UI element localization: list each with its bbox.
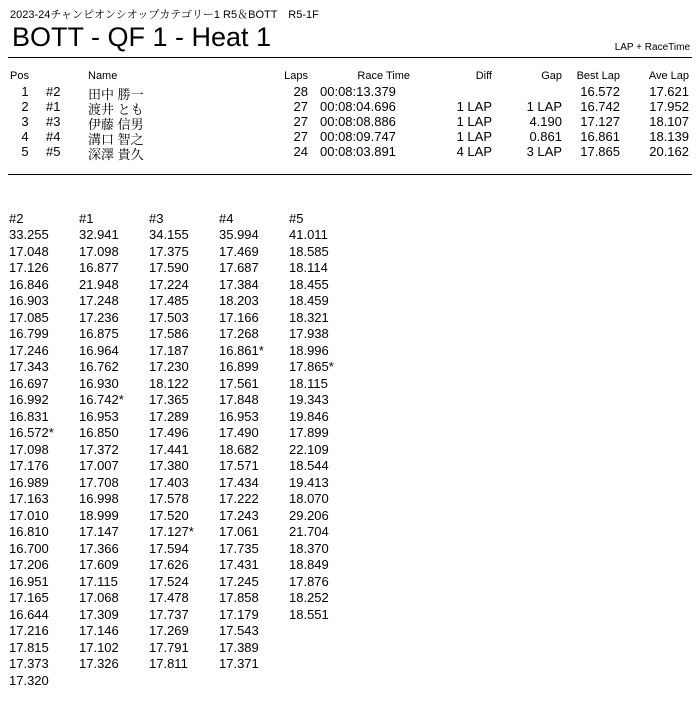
lap-time: 17.366 — [79, 540, 119, 556]
lap-time: 17.441 — [149, 441, 189, 457]
ave-lap-cell: 17.621 — [649, 84, 689, 99]
lap-time: 17.876 — [289, 573, 329, 589]
lap-time: 16.877 — [79, 260, 119, 275]
lap-time: 17.626 — [149, 557, 189, 572]
lap-time: 17.571 — [219, 458, 259, 473]
lap-time: 17.735 — [219, 540, 259, 556]
table-row — [10, 129, 690, 147]
diff-cell: 4 LAP — [456, 144, 492, 159]
car-number-cell: #2 — [46, 84, 61, 99]
lap-time: 17.102 — [79, 639, 119, 655]
lap-time: 17.085 — [9, 309, 49, 325]
best-lap-cell: 16.861 — [580, 129, 620, 144]
lap-time: 17.098 — [9, 441, 49, 457]
diff-cell: 1 LAP — [456, 129, 492, 144]
lap-time: 17.578 — [149, 491, 189, 506]
lap-time: 17.048 — [9, 243, 49, 259]
lap-time: 17.216 — [9, 623, 49, 638]
col-gap-header: Gap — [541, 70, 562, 82]
header-divider — [8, 57, 692, 58]
lap-column — [149, 211, 219, 673]
lap-time: 18.070 — [289, 491, 329, 506]
lap-time: 17.848 — [219, 392, 259, 407]
diff-cell: 1 LAP — [456, 99, 492, 114]
event-subtitle: 2023-24チャンピオンシオップカテゴリー1 R5＆BOTT R5-1F — [10, 9, 319, 21]
lap-time: 17.165 — [9, 590, 49, 605]
lap-time: 17.269 — [149, 623, 189, 638]
col-avelap-header: Ave Lap — [648, 70, 689, 82]
lap-time: 16.953 — [219, 408, 259, 424]
col-name-header: Name — [88, 70, 118, 82]
gap-cell: 1 LAP — [526, 99, 562, 114]
lap-time: 17.485 — [149, 293, 189, 308]
lap-time: 18.203 — [219, 293, 259, 308]
col-pos-header: Pos — [10, 70, 29, 82]
lap-time: 16.742* — [79, 392, 124, 407]
report-mode-label: LAP + RaceTime — [614, 42, 690, 53]
lap-time: 17.061 — [219, 524, 259, 539]
lap-time: 16.572* — [9, 425, 54, 440]
lap-time: 17.246 — [9, 342, 49, 358]
lap-column — [219, 211, 289, 673]
lap-time: 16.644 — [9, 606, 49, 622]
driver-name-cell: 深澤 貴久 — [88, 147, 144, 162]
lap-time: 16.953 — [79, 408, 119, 424]
lap-time: 16.846 — [9, 276, 49, 292]
race-time-cell: 00:08:03.891 — [320, 144, 396, 159]
car-number-cell: #5 — [46, 144, 61, 159]
lap-time: 18.122 — [149, 375, 189, 391]
lap-time: 17.236 — [79, 309, 119, 325]
lap-time: 17.434 — [219, 474, 259, 490]
lap-time: 17.326 — [79, 656, 119, 671]
lap-time: 18.682 — [219, 441, 259, 457]
lap-time: 18.455 — [289, 276, 329, 292]
best-lap-cell: 17.127 — [580, 114, 620, 129]
lap-time: 17.469 — [219, 243, 259, 259]
lap-time: 17.490 — [219, 425, 259, 440]
pos-cell: 2 — [21, 99, 29, 114]
lap-time: 17.320 — [9, 672, 49, 688]
lap-time: 18.999 — [79, 507, 119, 523]
table-row — [10, 99, 690, 117]
lap-time: 17.737 — [149, 606, 189, 622]
lap-time: 17.179 — [219, 606, 259, 622]
lap-time: 17.248 — [79, 293, 119, 308]
driver-name-cell: 田中 勝一 — [88, 87, 144, 102]
gap-cell: 4.190 — [529, 114, 562, 129]
lap-time: 21.704 — [289, 524, 329, 539]
lap-time: 17.371 — [219, 656, 259, 671]
lap-time: 17.372 — [79, 441, 119, 457]
lap-time: 33.255 — [9, 227, 49, 242]
lap-time: 16.930 — [79, 375, 119, 391]
best-lap-cell: 16.572 — [580, 84, 620, 99]
lap-column — [289, 211, 359, 623]
lap-column — [79, 211, 149, 673]
lap-column — [9, 211, 79, 689]
race-time-cell: 00:08:13.379 — [320, 84, 396, 99]
lap-column-header: #4 — [219, 211, 234, 226]
lap-time: 17.126 — [9, 260, 49, 275]
pos-cell: 1 — [21, 84, 29, 99]
lap-time: 19.846 — [289, 408, 329, 424]
driver-name-cell: 溝口 智之 — [88, 132, 144, 147]
lap-time: 17.594 — [149, 540, 189, 556]
lap-time: 16.951 — [9, 573, 49, 589]
col-diff-header: Diff — [475, 70, 492, 82]
lap-time: 17.586 — [149, 326, 189, 341]
laps-cell: 27 — [293, 129, 308, 144]
lap-time: 17.268 — [219, 326, 259, 341]
lap-time: 16.810 — [9, 524, 49, 539]
lap-time: 16.850 — [79, 425, 119, 440]
lap-time: 17.289 — [149, 408, 189, 424]
gap-cell: 0.861 — [529, 129, 562, 144]
best-lap-cell: 16.742 — [580, 99, 620, 114]
lap-time: 17.403 — [149, 474, 189, 490]
lap-time: 17.524 — [149, 573, 189, 589]
lap-time: 17.520 — [149, 507, 189, 523]
lap-time: 18.252 — [289, 590, 329, 605]
driver-name-cell: 渡井 とも — [88, 102, 144, 117]
lap-time: 17.365 — [149, 392, 189, 407]
lap-time: 17.343 — [9, 359, 49, 374]
lap-time: 17.098 — [79, 243, 119, 259]
pos-cell: 4 — [21, 129, 29, 144]
driver-name-cell: 伊藤 信男 — [88, 117, 144, 132]
lap-time: 17.858 — [219, 590, 259, 605]
race-time-cell: 00:08:09.747 — [320, 129, 396, 144]
lap-time: 17.561 — [219, 375, 259, 391]
lap-time: 17.163 — [9, 491, 49, 506]
lap-time: 16.762 — [79, 359, 119, 374]
lap-time: 17.938 — [289, 326, 329, 341]
lap-time: 17.176 — [9, 458, 49, 473]
lap-time: 18.114 — [289, 260, 328, 275]
lap-time: 17.708 — [79, 474, 119, 490]
lap-time: 17.010 — [9, 507, 49, 523]
lap-time: 17.609 — [79, 557, 119, 572]
lap-time: 16.697 — [9, 375, 49, 391]
lap-time: 17.431 — [219, 557, 259, 572]
lap-time: 18.996 — [289, 342, 329, 358]
lap-time: 17.166 — [219, 309, 259, 325]
lap-time: 17.127* — [149, 524, 194, 539]
lap-time: 22.109 — [289, 441, 329, 457]
lap-time: 17.791 — [149, 639, 189, 655]
lap-time: 16.998 — [79, 491, 119, 506]
results-table — [10, 70, 690, 162]
lap-time: 17.187 — [149, 342, 189, 358]
lap-time: 17.375 — [149, 243, 189, 259]
lap-time: 32.941 — [79, 227, 119, 242]
col-racetime-header: Race Time — [357, 70, 410, 82]
lap-column-header: #2 — [9, 211, 24, 226]
lap-time: 17.815 — [9, 639, 49, 655]
results-divider — [8, 174, 692, 175]
lap-time: 41.011 — [289, 227, 328, 242]
lap-time: 17.068 — [79, 590, 119, 605]
laps-cell: 24 — [293, 144, 308, 159]
lap-time: 17.146 — [79, 623, 119, 638]
table-row — [10, 114, 690, 132]
lap-time: 17.543 — [219, 623, 259, 638]
laps-cell: 27 — [293, 114, 308, 129]
lap-time: 16.861* — [219, 342, 264, 358]
lap-time: 16.831 — [9, 408, 49, 424]
car-number-cell: #3 — [46, 114, 61, 129]
lap-time: 17.147 — [79, 524, 119, 539]
car-number-cell: #4 — [46, 129, 61, 144]
results-header-row — [10, 70, 690, 84]
lap-time: 18.115 — [289, 375, 328, 391]
lap-time: 18.459 — [289, 293, 329, 308]
lap-time: 17.373 — [9, 656, 49, 671]
lap-time: 21.948 — [79, 276, 119, 292]
lap-time: 16.989 — [9, 474, 49, 490]
lap-column-header: #5 — [289, 211, 304, 226]
lap-time: 16.875 — [79, 326, 119, 341]
lap-time: 18.321 — [289, 309, 329, 325]
race-time-cell: 00:08:04.696 — [320, 99, 396, 114]
ave-lap-cell: 20.162 — [649, 144, 689, 159]
col-laps-header: Laps — [284, 70, 308, 82]
lap-time: 19.343 — [289, 392, 329, 407]
laps-cell: 28 — [293, 84, 308, 99]
lap-time: 18.370 — [289, 540, 329, 556]
lap-time: 16.964 — [79, 342, 119, 358]
lap-time: 29.206 — [289, 507, 329, 523]
lap-time: 17.590 — [149, 260, 189, 275]
lap-time: 16.899 — [219, 359, 259, 374]
race-time-cell: 00:08:08.886 — [320, 114, 396, 129]
lap-time: 16.992 — [9, 392, 49, 407]
lap-time: 17.206 — [9, 557, 49, 572]
lap-time: 17.380 — [149, 458, 189, 473]
lap-time: 18.849 — [289, 557, 329, 572]
table-row — [10, 84, 690, 102]
table-row — [10, 144, 690, 162]
gap-cell: 3 LAP — [526, 144, 562, 159]
laps-cell: 27 — [293, 99, 308, 114]
pos-cell: 3 — [21, 114, 29, 129]
lap-time: 17.245 — [219, 573, 259, 589]
lap-time: 17.496 — [149, 425, 189, 440]
lap-time: 16.903 — [9, 293, 49, 308]
lap-time: 17.243 — [219, 507, 259, 523]
lap-column-header: #3 — [149, 211, 164, 226]
page-title: BOTT - QF 1 - Heat 1 — [12, 22, 272, 52]
diff-cell: 1 LAP — [456, 114, 492, 129]
lap-time: 17.899 — [289, 425, 329, 440]
ave-lap-cell: 18.107 — [649, 114, 689, 129]
lap-time: 17.224 — [149, 276, 189, 292]
col-bestlap-header: Best Lap — [576, 70, 620, 82]
best-lap-cell: 17.865 — [580, 144, 620, 159]
lap-time: 17.384 — [219, 276, 259, 292]
lap-time: 16.799 — [9, 326, 49, 341]
lap-time: 17.309 — [79, 606, 119, 622]
lap-time: 35.994 — [219, 227, 259, 242]
lap-time: 17.811 — [149, 656, 188, 671]
lap-time: 17.687 — [219, 260, 259, 275]
lap-time: 16.700 — [9, 540, 49, 556]
ave-lap-cell: 18.139 — [649, 129, 689, 144]
lap-time: 17.222 — [219, 491, 259, 506]
ave-lap-cell: 17.952 — [649, 99, 689, 114]
lap-time: 17.230 — [149, 359, 189, 374]
lap-time: 18.544 — [289, 458, 329, 473]
lap-time: 17.007 — [79, 458, 119, 473]
lap-column-header: #1 — [79, 211, 94, 226]
car-number-cell: #1 — [46, 99, 61, 114]
results-body — [10, 84, 690, 162]
lap-time: 34.155 — [149, 227, 189, 242]
lap-time: 17.115 — [79, 573, 118, 589]
lap-time: 17.865* — [289, 359, 334, 374]
lap-time: 18.585 — [289, 243, 329, 259]
lap-time: 17.389 — [219, 639, 259, 655]
lap-time: 17.503 — [149, 309, 189, 325]
pos-cell: 5 — [21, 144, 29, 159]
lap-time: 17.478 — [149, 590, 189, 605]
lap-time: 18.551 — [289, 606, 329, 622]
lap-time: 19.413 — [289, 474, 329, 490]
